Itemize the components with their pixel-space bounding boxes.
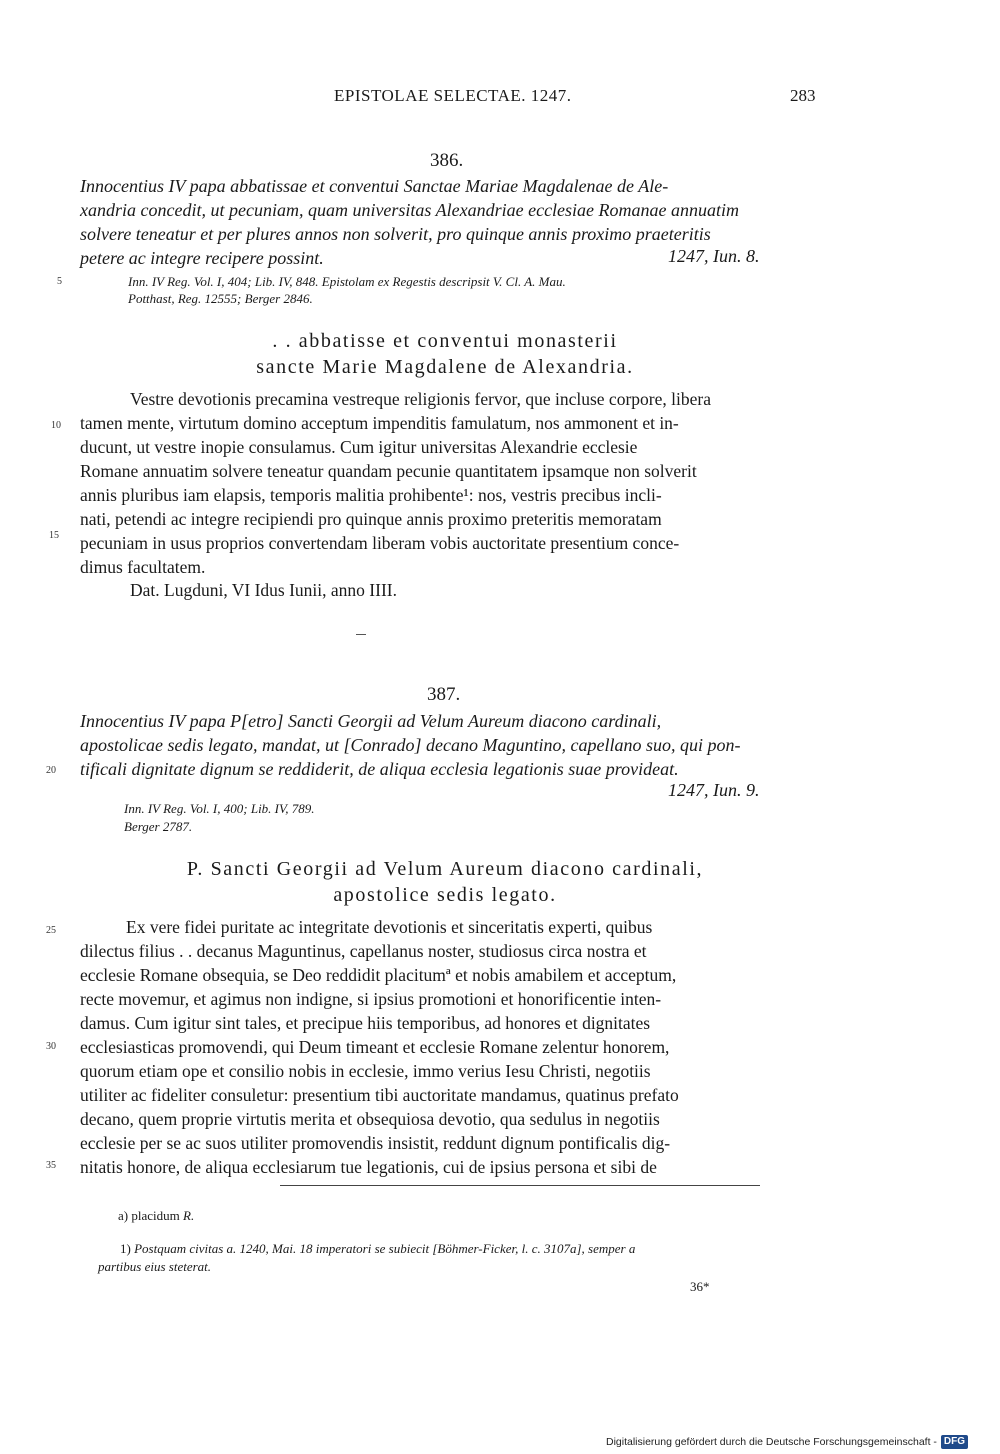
dfg-logo: DFG [941, 1435, 968, 1449]
letter-387-text-line: utiliter ac fideliter consuletur: presentium tibi auctoritate mandamus, quatinus prefato [80, 1085, 679, 1105]
letter-387-text-line: recte movemur, et agimus non indigne, si ipsius promotioni et honorificentie inten- [80, 989, 662, 1009]
letter-386-regest-line: petere ac integre recipere possint. [80, 248, 324, 268]
explanatory-footnote-continuation [98, 1259, 211, 1275]
letter-386-text-line: pecuniam in usus proprios convertendam liberam vobis auctoritate presentium conce- [80, 533, 680, 553]
footnote-marker: 1) [120, 1241, 131, 1256]
letter-387-regest-line: Innocentius IV papa P[etro] Sancti Georgii ad Velum Aureum diacono cardinali, [80, 711, 662, 731]
letter-387-text-line: ecclesie per se ac suos utiliter promovendis insistit, reddunt dignum pontificalis dig- [80, 1133, 671, 1153]
letter-386-text-line: dimus facultatem. [80, 557, 206, 577]
letter-386-source-line: Inn. IV Reg. Vol. I, 404; Lib. IV, 848. Epistolam ex Regestis descripsit V. Cl. A. Mau. [128, 274, 566, 289]
letter-387-regest-line: tificali dignitate dignum se reddiderit, de aliqua ecclesia legationis suae provideat. [80, 759, 679, 779]
letter-387-text-line: ecclesie Romane obsequia, se Deo reddidit placitumª et nobis amabilem et acceptum, [80, 965, 677, 985]
margin-line-number: 10 [51, 420, 61, 431]
letter-386-date: 1247, Iun. 8. [668, 246, 760, 266]
footnote-variant-text: placidum [131, 1208, 180, 1223]
letter-386-number: 386. [430, 150, 464, 171]
letter-387-text-line: decano, quem proprie virtutis merita et obsequiosa devotio, qua sedulus in negotiis [80, 1109, 660, 1129]
margin-line-number: 5 [57, 276, 62, 287]
margin-line-number: 35 [46, 1160, 56, 1171]
letter-387-text-line: dilectus filius . . decanus Maguntinus, capellanus noster, studiosus circa nostra et [80, 941, 647, 961]
footnote-text-line: Postquam civitas a. 1240, Mai. 18 imperatori se subiecit [Böhmer-Ficker, l. c. 3107a], semper a [134, 1241, 636, 1256]
letter-386-text-line: Vestre devotionis precamina vestreque religionis fervor, que incluse corpore, libera [130, 389, 711, 409]
margin-line-number: 20 [46, 765, 56, 776]
letter-387-address-line: P. Sancti Georgii ad Velum Aureum diacono cardinali, [186, 858, 704, 880]
letter-387-source-line: Berger 2787. [124, 819, 193, 834]
footnote-marker: a) [118, 1208, 129, 1223]
letter-386-address-line: . . abbatisse et conventui monasterii [272, 330, 618, 352]
letter-386-regest-line: xandria concedit, ut pecuniam, quam universitas Alexandriae ecclesiae Romanae annuatim [80, 200, 740, 220]
letter-386-closing: Dat. Lugduni, VI Idus Iunii, anno IIII. [130, 580, 397, 600]
page-number: 283 [790, 86, 816, 105]
letter-387-address-line: apostolice sedis legato. [333, 884, 557, 906]
letter-387-date: 1247, Iun. 9. [668, 780, 760, 800]
letter-386-text-line: ducunt, ut vestre inopie consulamus. Cum igitur universitas Alexandrie ecclesie [80, 437, 638, 457]
footnote-variant-source: R. [183, 1208, 195, 1223]
letter-387-number: 387. [427, 684, 461, 705]
running-head: EPISTOLAE SELECTAE. 1247. [334, 86, 572, 105]
letter-386-text-line: tamen mente, virtutum domino acceptum impenditis famulatum, nos ammonent et in- [80, 413, 679, 433]
signature-mark: 36* [690, 1279, 710, 1294]
letter-386-regest-line: solvere teneatur et per plures annos non solverit, pro quinque annis proximo praeteritis [80, 224, 711, 244]
margin-line-number: 25 [46, 925, 56, 936]
section-separator [356, 634, 366, 635]
margin-line-number: 15 [49, 530, 59, 541]
letter-386-text-line: nati, petendi ac integre recipiendi pro quinque annis proximo preteritis memoratam [80, 509, 662, 529]
footnote-text-line: partibus eius steterat. [98, 1259, 212, 1274]
letter-387-text-line: nitatis honore, de aliqua ecclesiarum tue legationis, cui de ipsius persona et sibi de [80, 1157, 657, 1177]
letter-386-regest-line: Innocentius IV papa abbatissae et conventui Sanctae Mariae Magdalenae de Ale- [80, 176, 669, 196]
letter-387-regest-line: apostolicae sedis legato, mandat, ut [Conrado] decano Maguntino, capellano suo, qui pon- [80, 735, 741, 755]
letter-386-address-line: sancte Marie Magdalene de Alexandria. [256, 356, 634, 378]
banner-text: Digitalisierung gefördert durch die Deutsche Forschungsgemeinschaft - [606, 1435, 937, 1448]
letter-387-text-line: quorum etiam ope et consilio nobis in ecclesie, immo verius Iesu Christi, negotiis [80, 1061, 651, 1081]
footnote-rule [280, 1185, 760, 1186]
letter-387-text-line: Ex vere fidei puritate ac integritate devotionis et sinceritatis experti, quibus [126, 917, 653, 937]
letter-387-source-line: Inn. IV Reg. Vol. I, 400; Lib. IV, 789. [124, 801, 315, 816]
digitization-banner [606, 1433, 996, 1450]
explanatory-footnote [120, 1241, 635, 1257]
letter-387-text-line: ecclesiasticas promovendi, qui Deum timeant et ecclesie Romane zelentur honorem, [80, 1037, 670, 1057]
letter-386-text-line: annis pluribus iam elapsis, temporis malitia prohibente¹: nos, vestris precibus incli- [80, 485, 662, 505]
variant-footnote [118, 1208, 194, 1224]
letter-387-text-line: damus. Cum igitur sint tales, et precipue hiis temporibus, ad honores et dignitates [80, 1013, 651, 1033]
letter-386-source-line: Potthast, Reg. 12555; Berger 2846. [128, 291, 313, 306]
margin-line-number: 30 [46, 1041, 56, 1052]
letter-386-text-line: Romane annuatim solvere teneatur quandam pecunie quantitatem ipsamque non solverit [80, 461, 697, 481]
